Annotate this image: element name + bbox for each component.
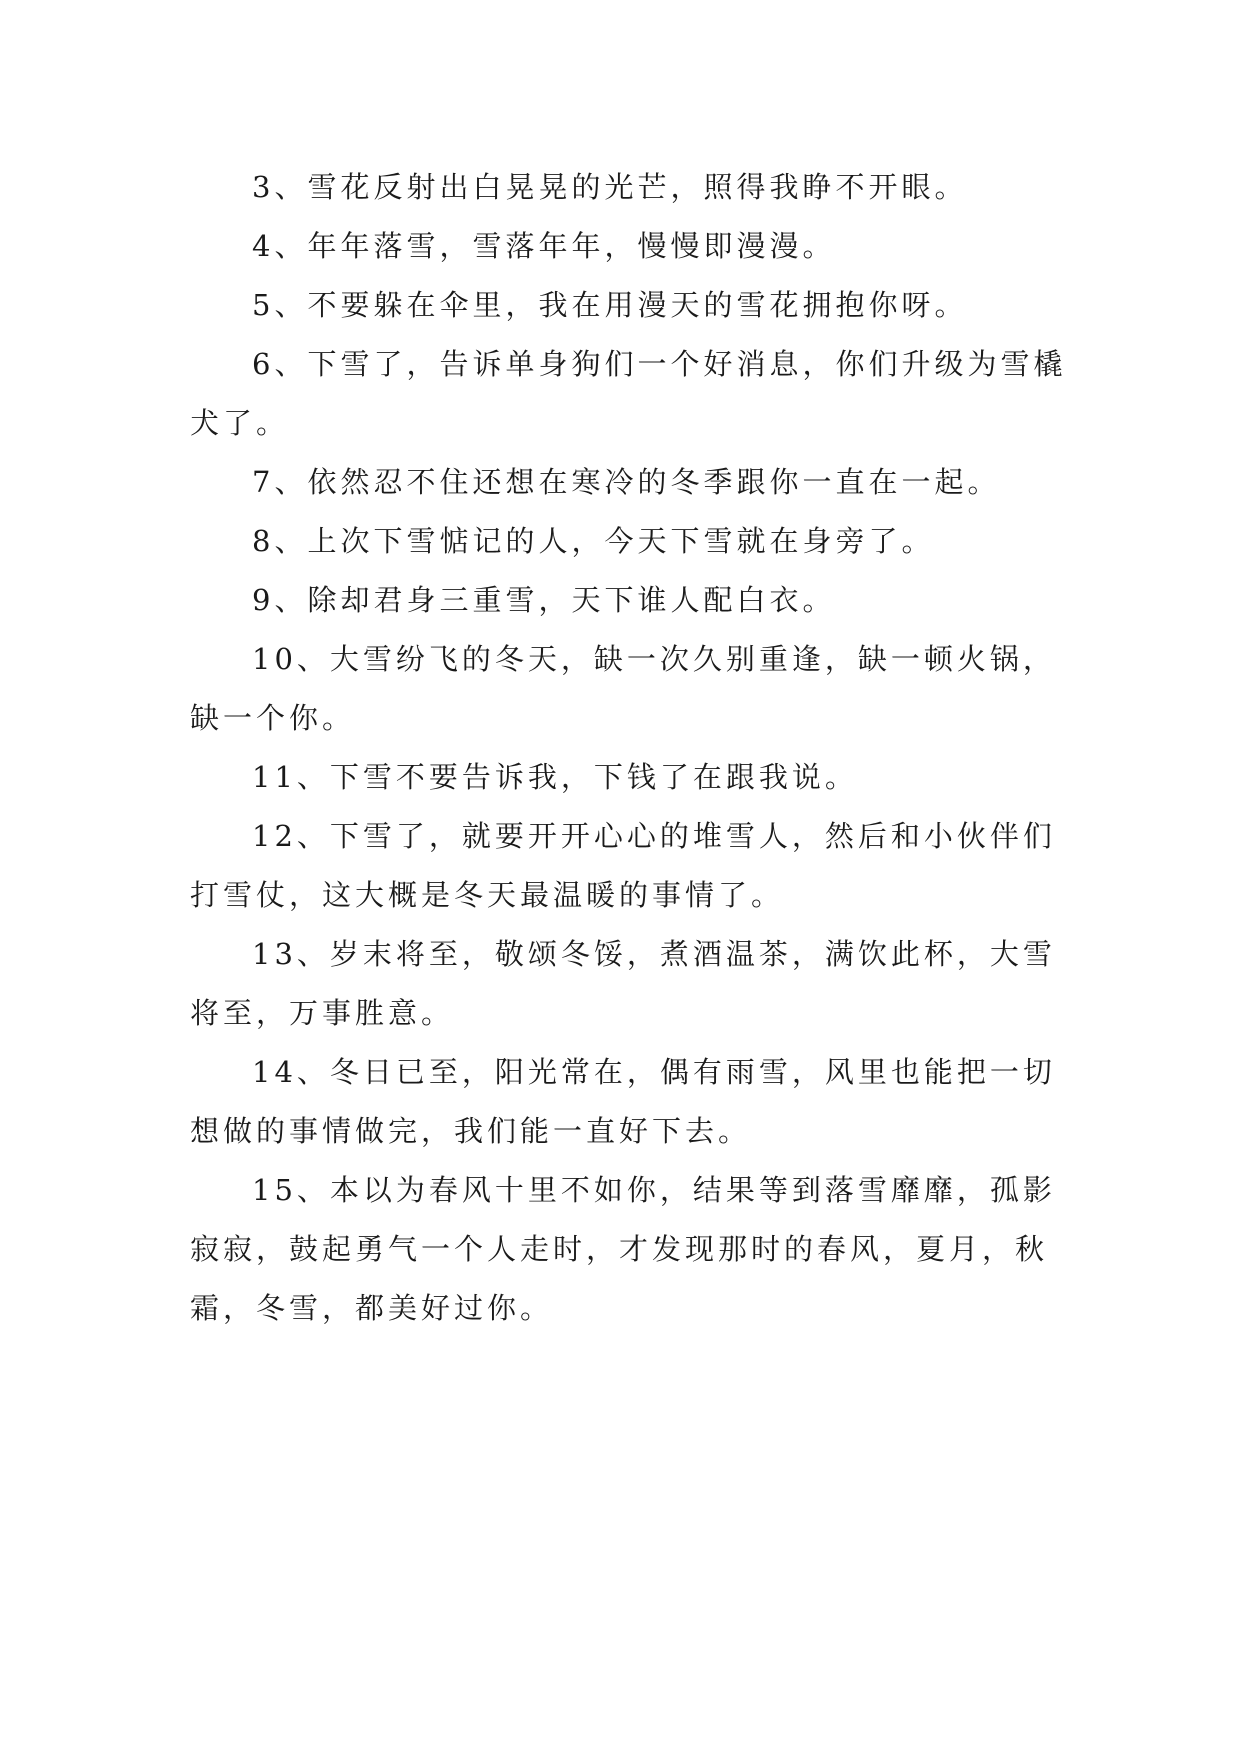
paragraph-12: 12、下雪了，就要开开心心的堆雪人，然后和小伙伴们打雪仗，这大概是冬天最温暖的事情了。 — [190, 819, 1056, 912]
paragraph-6: 6、下雪了，告诉单身狗们一个好消息，你们升级为雪橇犬了。 — [190, 347, 1067, 440]
paragraph-8: 8、上次下雪惦记的人，今天下雪就在身旁了。 — [252, 524, 935, 558]
paragraph-4: 4、年年落雪，雪落年年，慢慢即漫漫。 — [252, 229, 836, 263]
document-body — [190, 158, 1070, 1338]
paragraph-13: 13、岁末将至，敬颂冬馁，煮酒温茶，满饮此杯，大雪将至，万事胜意。 — [190, 937, 1056, 1030]
paragraph-11: 11、下雪不要告诉我，下钱了在跟我说。 — [252, 760, 858, 794]
paragraph-3: 3、雪花反射出白晃晃的光芒，照得我睁不开眼。 — [252, 170, 968, 204]
paragraph-10: 10、大雪纷飞的冬天，缺一次久别重逢，缺一顿火锅，缺一个你。 — [190, 642, 1056, 735]
paragraph-15: 15、本以为春风十里不如你，结果等到落雪靡靡，孤影寂寂，鼓起勇气一个人走时，才发现那时的春风，夏月，秋霜，冬雪，都美好过你。 — [190, 1173, 1056, 1325]
paragraph-9: 9、除却君身三重雪，天下谁人配白衣。 — [252, 583, 836, 617]
paragraph-5: 5、不要躲在伞里，我在用漫天的雪花拥抱你呀。 — [252, 288, 968, 322]
paragraph-14: 14、冬日已至，阳光常在，偶有雨雪，风里也能把一切想做的事情做完，我们能一直好下去。 — [190, 1055, 1056, 1148]
paragraph-7: 7、依然忍不住还想在寒冷的冬季跟你一直在一起。 — [252, 465, 1001, 499]
